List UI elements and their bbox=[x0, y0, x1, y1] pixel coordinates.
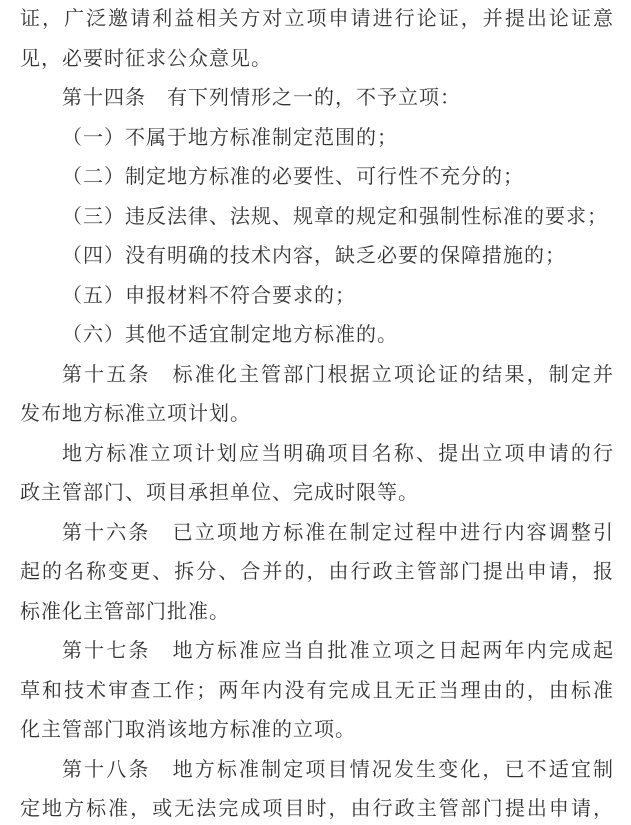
text-line: （三）违反法律、法规、规章的规定和强制性标准的要求； bbox=[62, 205, 608, 228]
text-line: 标准化主管部门批准。 bbox=[20, 600, 230, 623]
text-line: 发布地方标准立项计划。 bbox=[20, 403, 251, 425]
text-line: 政主管部门、项目承担单位、完成时限等。 bbox=[20, 482, 419, 504]
text-line: （二）制定地方标准的必要性、可行性不充分的； bbox=[62, 166, 524, 188]
text-line: 第十六条 已立项地方标准在制定过程中进行内容调整引 bbox=[62, 521, 614, 544]
text-line: 第十七条 地方标准应当自批准立项之日起两年内完成起 bbox=[62, 640, 614, 662]
text-line: 地方标准立项计划应当明确项目名称、提出立项申请的行 bbox=[62, 442, 614, 465]
text-line: 见，必要时征求公众意见。 bbox=[20, 47, 272, 70]
text-line: 定地方标准，或无法完成项目时，由行政主管部门提出申请， bbox=[20, 798, 614, 820]
text-line: 第十五条 标准化主管部门根据立项论证的结果，制定并 bbox=[62, 363, 614, 386]
text-line: 第十四条 有下列情形之一的，不予立项： bbox=[62, 87, 461, 109]
text-line: （一）不属于地方标准制定范围的； bbox=[62, 126, 398, 149]
text-line: 证，广泛邀请利益相关方对立项申请进行论证，并提出论证意 bbox=[20, 8, 614, 30]
text-line: （五）申报材料不符合要求的； bbox=[62, 284, 356, 307]
text-line: （六）其他不适宜制定地方标准的。 bbox=[62, 324, 398, 346]
document-lines bbox=[20, 0, 614, 825]
text-line: （四）没有明确的技术内容，缺乏必要的保障措施的； bbox=[62, 245, 566, 267]
text-line: 起的名称变更、拆分、合并的，由行政主管部门提出申请，报 bbox=[20, 561, 614, 583]
text-line: 草和技术审查工作；两年内没有完成且无正当理由的，由标准 bbox=[20, 679, 614, 702]
text-line: 第十八条 地方标准制定项目情况发生变化，已不适宜制 bbox=[62, 758, 614, 781]
text-line: 化主管部门取消该地方标准的立项。 bbox=[20, 719, 356, 741]
